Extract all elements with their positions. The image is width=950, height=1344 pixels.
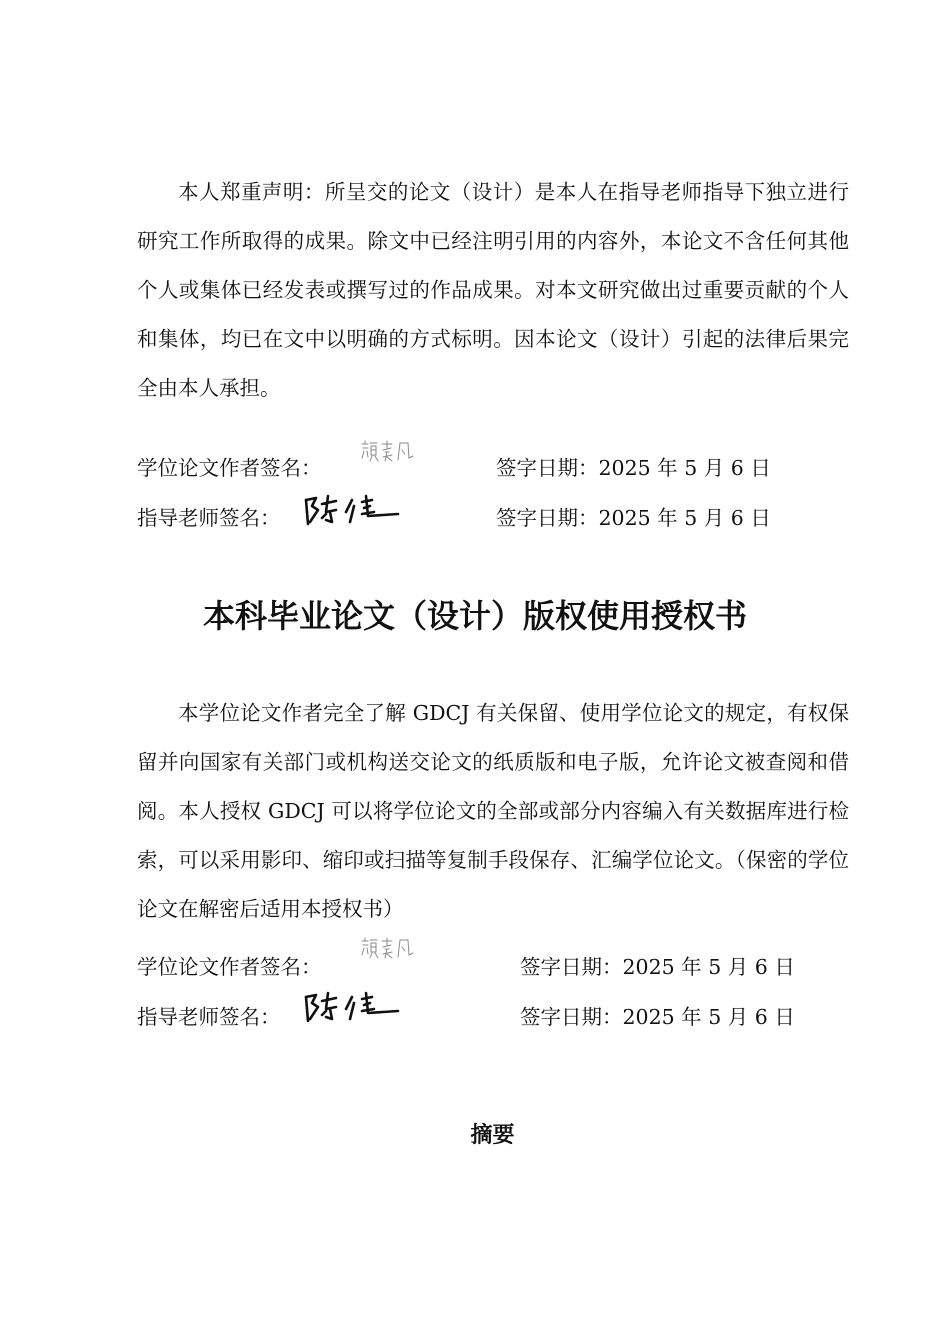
author-signature-label: 学位论文作者签名： (137, 955, 322, 979)
advisor-signature-date: 签字日期：2025 年 5 月 6 日 (520, 1005, 795, 1029)
advisor-signature-image (302, 492, 402, 528)
author-signature-date: 签字日期：2025 年 5 月 6 日 (520, 955, 795, 979)
advisor-signature-label: 指导老师签名： (137, 1005, 281, 1029)
advisor-signature-label: 指导老师签名： (137, 506, 281, 530)
abstract-heading: 摘要 (470, 1123, 515, 1148)
declaration-advisor-signature-row (137, 498, 857, 538)
author-signature-date: 签字日期：2025 年 5 月 6 日 (496, 456, 771, 480)
advisor-signature-date: 签字日期：2025 年 5 月 6 日 (496, 506, 771, 530)
declaration-author-signature-row (137, 448, 857, 488)
advisor-signature-image (302, 989, 402, 1025)
declaration-paragraph: 本人郑重声明：所呈交的论文（设计）是本人在指导老师指导下独立进行研究工作所取得的成果。除文中已经注明引用的内容外，本论文不含任何其他个人或集体已经发表或撰写过的作品成果。对本文研究做出过重要贡献的个人和集体，均已在文中以明确的方式标明。因本论文（设计）引起的法律后果完全由本人承担。 (137, 180, 849, 400)
authorization-title: 本科毕业论文（设计）版权使用授权书 (202, 597, 747, 635)
author-signature-label: 学位论文作者签名： (137, 456, 322, 480)
authorization-advisor-signature-row (137, 997, 857, 1037)
authorization-paragraph: 本学位论文作者完全了解 GDCJ 有关保留、使用学位论文的规定，有权保留并向国家有关部门或机构送交论文的纸质版和电子版，允许论文被查阅和借阅。本人授权 GDCJ 可以将学位论文的全部或部分内容编入有关数据库进行检索，可以采用影印、缩印或扫描等复制手段保存、汇编学位论文。（保密的学位论文在解密后适用本授权书） (137, 701, 849, 921)
author-signature-image (359, 935, 421, 961)
author-signature-image (359, 438, 421, 464)
authorization-author-signature-row (137, 947, 857, 987)
